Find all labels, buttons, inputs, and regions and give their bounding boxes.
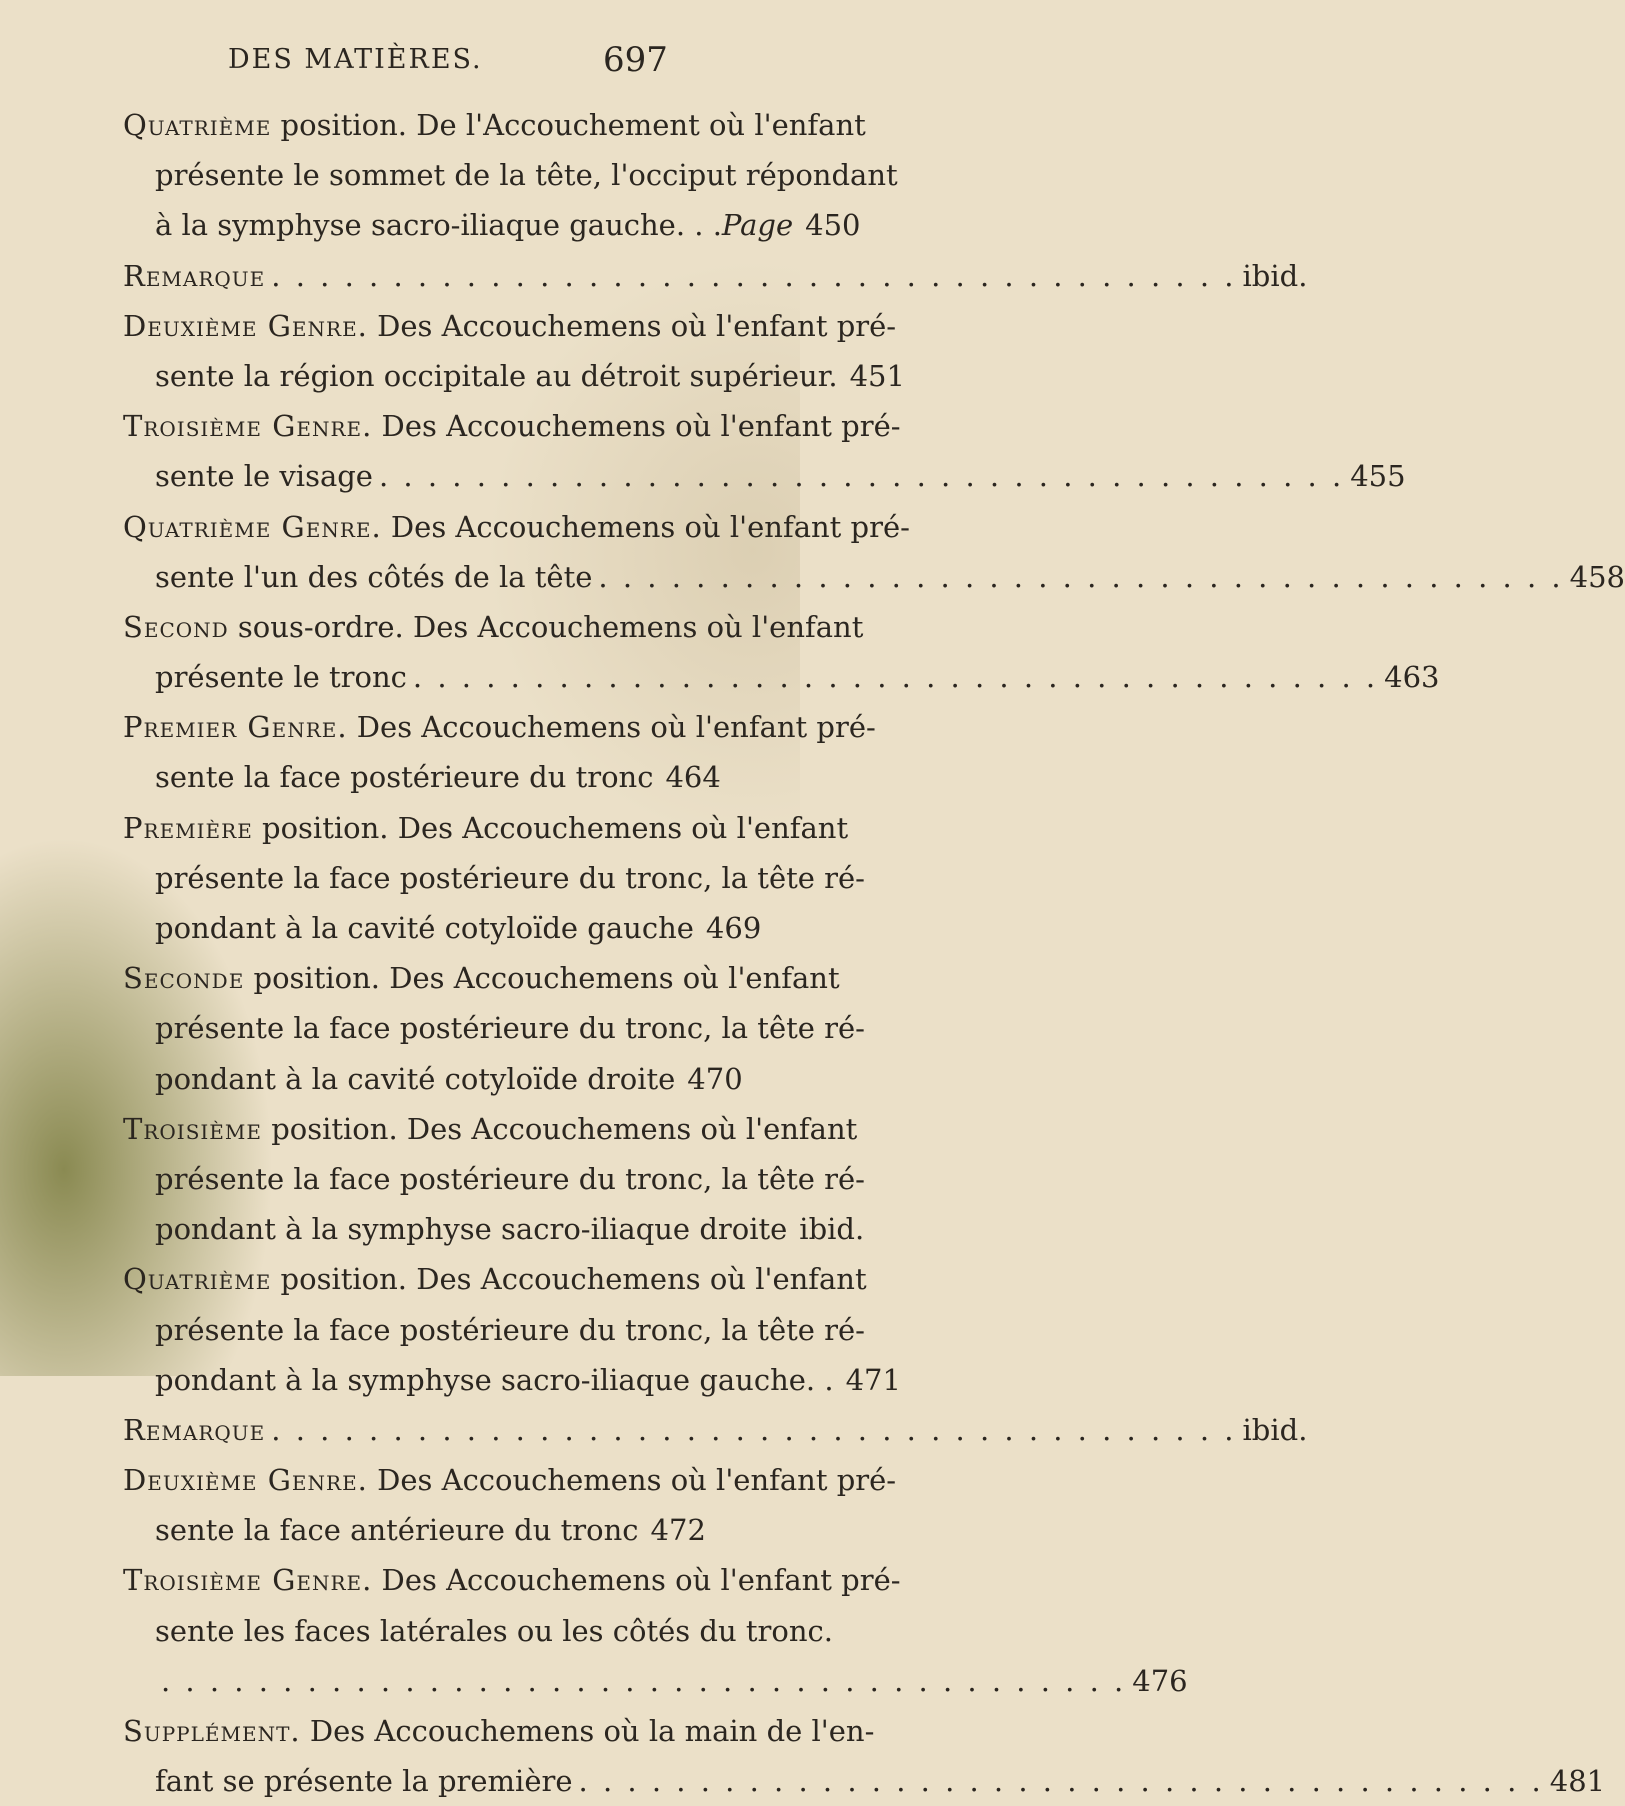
toc-entry (0, 1254, 901, 1405)
table-of-contents (0, 100, 1625, 1806)
dot-leader: . . . . . . . . . . . . . . . . . . . . . . . . . . . . . . . . . . . . . . . . (271, 258, 1237, 293)
toc-entry (0, 702, 876, 802)
entry-text: présente la face postérieure du tronc, la tête ré- (155, 1011, 865, 1046)
toc-line (155, 1054, 743, 1104)
entry-text: position. Des Accouchemens où l'enfant (252, 810, 849, 845)
toc-line (155, 150, 898, 200)
entry-text: à la symphyse sacro-iliaque gauche. . . (155, 208, 722, 243)
entry-text: pondant à la symphyse sacro-iliaque gauche. . (155, 1362, 834, 1397)
toc-entry (0, 1104, 865, 1255)
page-reference: 472 (650, 1513, 706, 1548)
toc-line (155, 451, 1406, 501)
toc-line (155, 1656, 1188, 1706)
entry-heading: Deuxième Genre. (123, 308, 368, 343)
page-number: 697 (603, 40, 668, 80)
running-title: DES MATIÈRES. (228, 44, 483, 75)
toc-entry (0, 953, 865, 1104)
entry-text: Des Accouchemens où l'enfant pré- (367, 308, 897, 343)
dot-leader: . . . . . . . . . . . . . . . . . . . . . . . . . . . . . . . . . . . . . . . . (412, 660, 1379, 695)
toc-line (155, 1154, 865, 1204)
page-reference: 481 (1549, 1764, 1606, 1799)
entry-text: sous-ordre. Des Accouchemens où l'enfant (228, 609, 864, 644)
entry-heading: Troisième Genre. (123, 409, 373, 444)
toc-line (123, 502, 910, 552)
toc-line (155, 1505, 706, 1555)
toc-entry (0, 502, 1625, 602)
toc-line (123, 1104, 858, 1154)
entry-heading: Quatrième Genre. (123, 509, 382, 544)
entry-text: présente la face postérieure du tronc, la tête ré- (155, 1312, 865, 1347)
entry-text: Des Accouchemens où l'enfant pré- (367, 1463, 897, 1498)
toc-line (155, 1003, 865, 1053)
toc-line (123, 301, 897, 351)
toc-line (123, 602, 864, 652)
toc-line (155, 552, 1625, 602)
entry-text: sente la face postérieure du tronc (155, 760, 654, 795)
toc-entry (0, 602, 1440, 702)
dot-leader: . . . . . . . . . . . . . . . . . . . . . . . . . . . . . . . . . . . . . . . . (598, 559, 1564, 594)
toc-line (155, 1305, 865, 1355)
entry-heading: Remarque (123, 258, 266, 293)
dot-leader: . . . . . . . . . . . . . . . . . . . . . . . . . . . . . . . . . . . . . . . . (271, 1412, 1237, 1447)
entry-heading: Seconde (123, 961, 245, 996)
toc-line (123, 251, 1308, 301)
page-reference: 470 (687, 1061, 743, 1096)
entry-text: fant se présente la première (155, 1764, 573, 1799)
toc-entry (0, 401, 1406, 501)
dot-leader: . . . . . . . . . . . . . . . . . . . . . . . . . . . . . . . . . . . . . . . . (378, 459, 1345, 494)
entry-heading: Second (123, 609, 229, 644)
page-reference: ibid. (1242, 258, 1308, 293)
page-label: Page (721, 208, 794, 243)
toc-line (123, 953, 840, 1003)
page-reference: 469 (705, 911, 762, 945)
entry-text: position. Des Accouchemens où l'enfant (271, 1262, 867, 1297)
entry-text: pondant à la cavité cotyloïde droite (155, 1061, 676, 1096)
toc-line (155, 1756, 1606, 1806)
entry-heading: Troisième Genre. (123, 1563, 373, 1598)
entry-text: présente le sommet de la tête, l'occiput répondant (155, 158, 898, 193)
entry-text: Des Accouchemens où l'enfant pré- (372, 409, 901, 444)
toc-entry (0, 1455, 897, 1555)
page-reference: 450 (805, 208, 861, 243)
entry-heading: Troisième (123, 1111, 262, 1146)
entry-text: Des Accouchemens où l'enfant pré- (347, 710, 876, 745)
page-reference: 451 (849, 358, 905, 393)
toc-line (123, 401, 901, 451)
page-reference: ibid. (799, 1212, 865, 1247)
toc-line (123, 1405, 1308, 1455)
entry-text: position. Des Accouchemens où l'enfant (261, 1111, 858, 1146)
entry-text: Des Accouchemens où la main de l'en- (300, 1714, 875, 1748)
toc-entry (0, 1405, 1308, 1455)
entry-heading: Quatrième (123, 108, 272, 142)
entry-text: présente le tronc (155, 660, 407, 695)
dot-leader: . . . . . . . . . . . . . . . . . . . . . . . . . . . . . . . . . . . . . . . . (578, 1764, 1544, 1799)
toc-line (123, 1455, 897, 1505)
toc-line (155, 1355, 901, 1405)
page-reference: 463 (1384, 660, 1440, 695)
entry-text: position. De l'Accouchement où l'enfant (271, 108, 866, 142)
toc-line (155, 752, 721, 802)
entry-text: sente les faces latérales ou les côtés du tronc. (155, 1613, 833, 1648)
entry-text: sente la face antérieure du tronc (155, 1513, 639, 1548)
page-reference: 476 (1132, 1663, 1188, 1698)
entry-text: sente le visage (155, 459, 373, 494)
toc-entry (0, 803, 865, 954)
page-header (0, 40, 800, 84)
entry-text: pondant à la cavité cotyloïde gauche (155, 911, 694, 945)
toc-line (155, 652, 1440, 702)
entry-heading: Quatrième (123, 1262, 272, 1297)
entry-text: sente l'un des côtés de la tête (155, 559, 593, 594)
toc-entry (0, 251, 1308, 301)
entry-heading: Premier Genre. (123, 710, 348, 745)
entry-heading: Remarque (123, 1412, 266, 1447)
entry-text: Des Accouchemens où l'enfant pré- (381, 509, 910, 544)
entry-text: position. Des Accouchemens où l'enfant (244, 961, 840, 996)
toc-line (155, 903, 762, 953)
toc-line (123, 1555, 901, 1605)
entry-text: présente la face postérieure du tronc, la tête ré- (155, 1161, 865, 1196)
page-reference: 471 (845, 1362, 901, 1397)
entry-text: présente la face postérieure du tronc, la tête ré- (155, 860, 865, 895)
entry-heading: Première (123, 810, 253, 845)
entry-heading: Supplément. (123, 1714, 301, 1748)
toc-entry (0, 1706, 1606, 1806)
toc-line (123, 702, 876, 752)
toc-entry (0, 100, 898, 251)
toc-line (155, 200, 861, 250)
page-reference: 458 (1569, 559, 1625, 594)
dot-leader: . . . . . . . . . . . . . . . . . . . . . . . . . . . . . . . . . . . . . . . . (161, 1663, 1127, 1698)
toc-line (123, 803, 849, 853)
entry-text: pondant à la symphyse sacro-iliaque droite (155, 1212, 788, 1247)
entry-heading: Deuxième Genre. (123, 1463, 368, 1498)
toc-line (123, 100, 866, 150)
toc-line (123, 1254, 867, 1304)
toc-entry (0, 301, 905, 401)
page-reference: ibid. (1242, 1412, 1308, 1447)
toc-line (155, 1606, 833, 1656)
page-reference: 464 (665, 760, 721, 795)
toc-line (155, 853, 865, 903)
entry-text: Des Accouchemens où l'enfant pré- (372, 1563, 901, 1598)
toc-line (155, 1204, 865, 1254)
page-reference: 455 (1350, 459, 1406, 494)
toc-line (123, 1706, 875, 1756)
entry-text: sente la région occipitale au détroit supérieur. (155, 358, 838, 393)
toc-line (155, 351, 905, 401)
toc-entry (0, 1555, 1188, 1706)
